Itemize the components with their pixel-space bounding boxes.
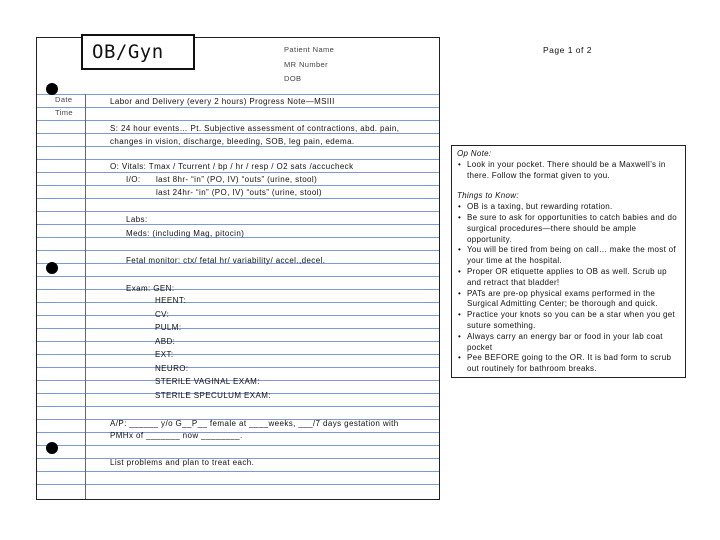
note-heading: Labor and Delivery (every 2 hours) Progress Note—MSIII <box>110 97 335 106</box>
meds-label: Meds: (including Mag, pitocin) <box>126 229 245 238</box>
binder-hole <box>46 262 58 274</box>
things-to-know-heading: Things to Know: <box>457 191 519 201</box>
labs-label: Labs: <box>126 215 148 224</box>
ruled-line <box>37 198 439 199</box>
exam-gen: Exam: GEN: <box>126 284 175 293</box>
ruled-line <box>37 224 439 225</box>
exam-neuro: NEURO: <box>155 364 189 373</box>
plan-instructions: List problems and plan to treat each. <box>110 458 255 467</box>
ruled-line <box>37 354 439 355</box>
objective-vitals: O: Vitals: Tmax / Tcurrent / bp / hr / resp / O2 sats /accucheck <box>110 162 354 171</box>
ruled-line <box>37 484 439 485</box>
io-line-8hr: last 8hr- “in” (PO, IV) “outs” (urine, stool) <box>156 175 318 184</box>
patient-name-label: Patient Name <box>284 45 335 54</box>
tips-panel <box>451 145 686 378</box>
ruled-line <box>37 471 439 472</box>
ruled-line <box>37 445 439 446</box>
exam-heent: HEENT: <box>155 296 186 305</box>
list-item: • Proper OR etiquette applies to OB as well. Scrub up and retract that bladder! <box>457 267 680 289</box>
exam-cv: CV: <box>155 310 170 319</box>
ruled-line <box>37 328 439 329</box>
ruled-line <box>37 250 439 251</box>
list-item: • Pee BEFORE going to the OR. It is bad form to scrub out routinely for bathroom breaks. <box>457 353 680 375</box>
ruled-line <box>37 367 439 368</box>
mr-number-label: MR Number <box>284 60 329 69</box>
time-label: Time <box>55 108 73 117</box>
ruled-line <box>37 406 439 407</box>
list-item: • You will be tired from being on call… make the most of your time at the hospital. <box>457 245 680 267</box>
ruled-line <box>37 302 439 303</box>
ruled-line <box>37 315 439 316</box>
page-title: OB/Gyn <box>81 34 195 70</box>
assessment-plan-line-1: A/P: ______ y/o G__P__ female at ____weeks, ___/7 days gestation with <box>110 419 399 428</box>
binder-hole <box>46 83 58 95</box>
ruled-line <box>37 341 439 342</box>
list-item: • Always carry an energy bar or food in your lab coat pocket <box>457 332 680 354</box>
margin-line <box>85 94 86 499</box>
exam-sterile-speculum: STERILE SPECULUM EXAM: <box>155 391 271 400</box>
list-item: • PATs are pre-op physical exams performed in the Surgical Admitting Center; be thorough and quick. <box>457 289 680 311</box>
io-label: I/O: <box>126 175 141 184</box>
ruled-line <box>37 120 439 121</box>
io-line-24hr: last 24hr- “in” (PO, IV) “outs” (urine, stool) <box>156 188 322 197</box>
exam-sterile-vaginal: STERILE VAGINAL EXAM: <box>155 377 260 386</box>
list-item: • Practice your knots so you can be a star when you get suture something. <box>457 310 680 332</box>
ruled-line <box>37 94 439 95</box>
exam-ext: EXT: <box>155 350 174 359</box>
subjective-line-1: S: 24 hour events… Pt. Subjective assessment of contractions, abd. pain, <box>110 124 400 133</box>
subjective-line-2: changes in vision, discharge, bleeding, SOB, leg pain, edema. <box>110 137 355 146</box>
dob-label: DOB <box>284 74 302 83</box>
fetal-monitor-label: Fetal monitor: ctx/ fetal hr/ variability/ accel.,decel. <box>126 256 326 265</box>
list-item: • OB is a taxing, but rewarding rotation. <box>457 202 680 213</box>
exam-abd: ABD: <box>155 337 176 346</box>
ruled-line <box>37 159 439 160</box>
binder-hole <box>46 442 58 454</box>
ruled-line <box>37 172 439 173</box>
list-item: • Be sure to ask for opportunities to catch babies and do surgical procedures—there should be ample opportunity. <box>457 213 680 245</box>
exam-pulm: PULM: <box>155 323 182 332</box>
op-note-heading: Op Note: <box>457 149 492 158</box>
ruled-line <box>37 185 439 186</box>
op-note-list <box>457 160 680 182</box>
ruled-line <box>37 276 439 277</box>
assessment-plan-line-2: PMHx of _______ now ________. <box>110 431 243 440</box>
ruled-line <box>37 107 439 108</box>
ruled-line <box>37 289 439 290</box>
page-indicator: Page 1 of 2 <box>543 45 592 55</box>
ruled-line <box>37 211 439 212</box>
list-item: • Look in your pocket. There should be a Maxwell’s in there. Follow the format given to you. <box>457 160 680 182</box>
things-to-know-list <box>457 202 680 375</box>
date-label: Date <box>55 95 73 104</box>
